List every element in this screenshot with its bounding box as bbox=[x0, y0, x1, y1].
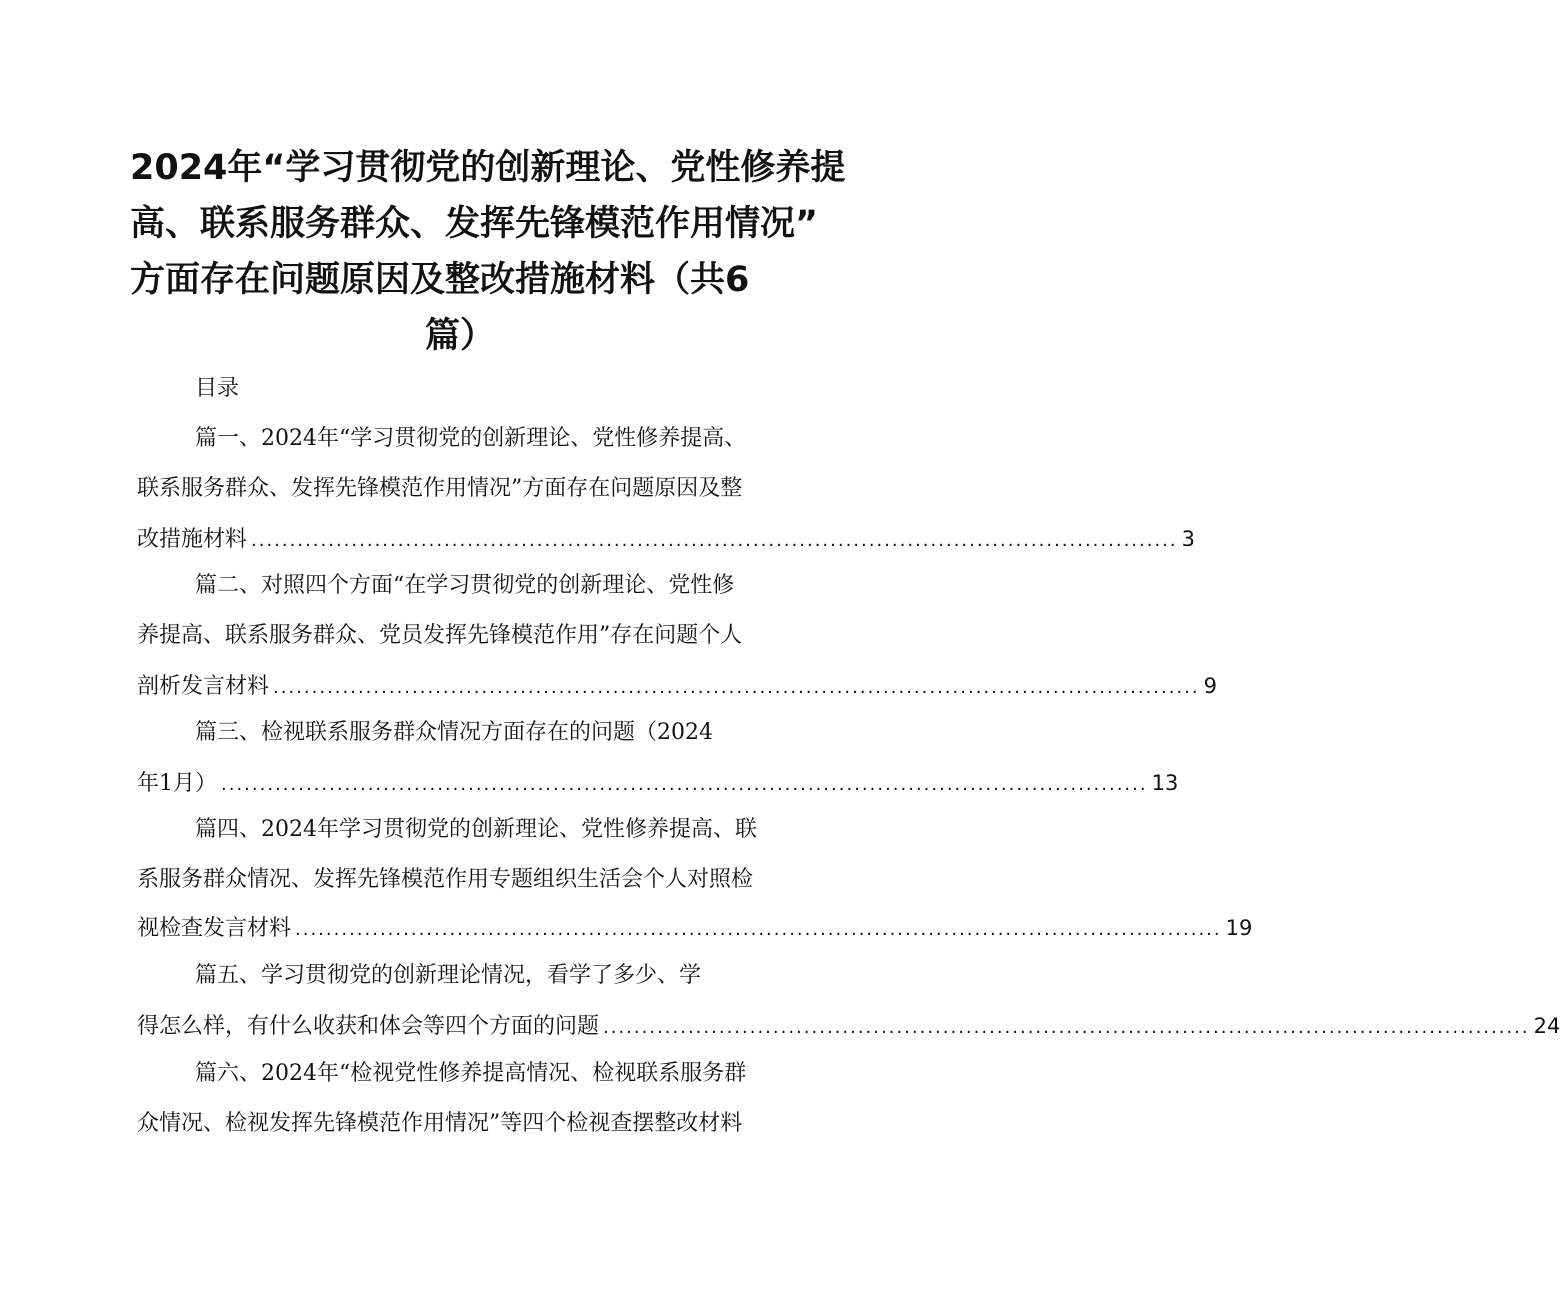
toc-entry-line[interactable] bbox=[137, 768, 1179, 800]
toc-entry-text: 视检查发言材料 bbox=[137, 916, 292, 941]
toc-heading: 目录 bbox=[195, 376, 240, 401]
toc-entry-text: 联系服务群众、发挥先锋模范作用情况”方面存在问题原因及整 bbox=[137, 476, 743, 501]
title-line: 2024年“学习贯彻党的创新理论、党性修养提 bbox=[130, 148, 846, 188]
page-number: 13 bbox=[1151, 771, 1179, 795]
toc-entry-text: 篇三、检视联系服务群众情况方面存在的问题（2024 bbox=[195, 720, 713, 745]
toc-entry-text: 篇四、2024年学习贯彻党的创新理论、党性修养提高、联 bbox=[195, 817, 757, 842]
toc-entry-text: 年1月） bbox=[137, 771, 217, 796]
toc-entry-line[interactable] bbox=[195, 961, 787, 991]
title-line: 方面存在问题原因及整改措施材料（共6 bbox=[130, 260, 750, 300]
toc-entry-text: 剖析发言材料 bbox=[137, 674, 270, 699]
toc-entry-text: 篇五、学习贯彻党的创新理论情况，看学了多少、学 bbox=[195, 963, 702, 988]
toc-entry-line[interactable] bbox=[137, 913, 1253, 945]
toc-entry-line[interactable] bbox=[195, 1059, 787, 1089]
dot-leader: ........................................................................................................................ bbox=[603, 1017, 1530, 1038]
toc-entry-text: 众情况、检视发挥先锋模范作用情况”等四个检视查摆整改材料 bbox=[137, 1111, 743, 1136]
title-line: 篇） bbox=[425, 316, 496, 356]
toc-entry-line[interactable] bbox=[195, 424, 787, 454]
toc-entry-line[interactable] bbox=[137, 671, 1217, 703]
toc-entry-line[interactable] bbox=[195, 718, 787, 748]
title-line: 高、联系服务群众、发挥先锋模范作用情况” bbox=[130, 204, 819, 244]
toc-entry-line[interactable] bbox=[137, 1011, 1560, 1043]
page-number: 24 bbox=[1533, 1014, 1560, 1038]
toc-entry-text: 篇六、2024年“检视党性修养提高情况、检视联系服务群 bbox=[195, 1061, 747, 1086]
toc-entry-line[interactable] bbox=[195, 571, 787, 601]
dot-leader: ........................................................................................................................ bbox=[251, 530, 1178, 551]
toc-entry-line[interactable] bbox=[137, 1109, 787, 1139]
page-number: 3 bbox=[1181, 527, 1195, 551]
page-number: 19 bbox=[1225, 916, 1253, 940]
toc-entry-text: 改措施材料 bbox=[137, 527, 248, 552]
dot-leader: ........................................................................................................................ bbox=[273, 677, 1200, 698]
toc-entry-line[interactable] bbox=[137, 474, 787, 504]
toc-entry-line[interactable] bbox=[137, 865, 787, 895]
page-number: 9 bbox=[1203, 674, 1217, 698]
toc-entry-text: 养提高、联系服务群众、党员发挥先锋模范作用”存在问题个人 bbox=[137, 623, 743, 648]
dot-leader: ........................................................................................................................ bbox=[295, 919, 1222, 940]
toc-entry-line[interactable] bbox=[137, 621, 787, 651]
toc-entry-text: 篇一、2024年“学习贯彻党的创新理论、党性修养提高、 bbox=[195, 426, 747, 451]
dot-leader: ........................................................................................................................ bbox=[221, 774, 1148, 795]
toc-entry-text: 篇二、对照四个方面“在学习贯彻党的创新理论、党性修 bbox=[195, 573, 735, 598]
document-title bbox=[130, 140, 846, 364]
toc-entry-line[interactable] bbox=[195, 815, 787, 845]
toc-entry-text: 得怎么样，有什么收获和体会等四个方面的问题 bbox=[137, 1014, 600, 1039]
toc-entry-line[interactable] bbox=[137, 524, 1195, 556]
toc-entry-text: 系服务群众情况、发挥先锋模范作用专题组织生活会个人对照检 bbox=[137, 867, 754, 892]
